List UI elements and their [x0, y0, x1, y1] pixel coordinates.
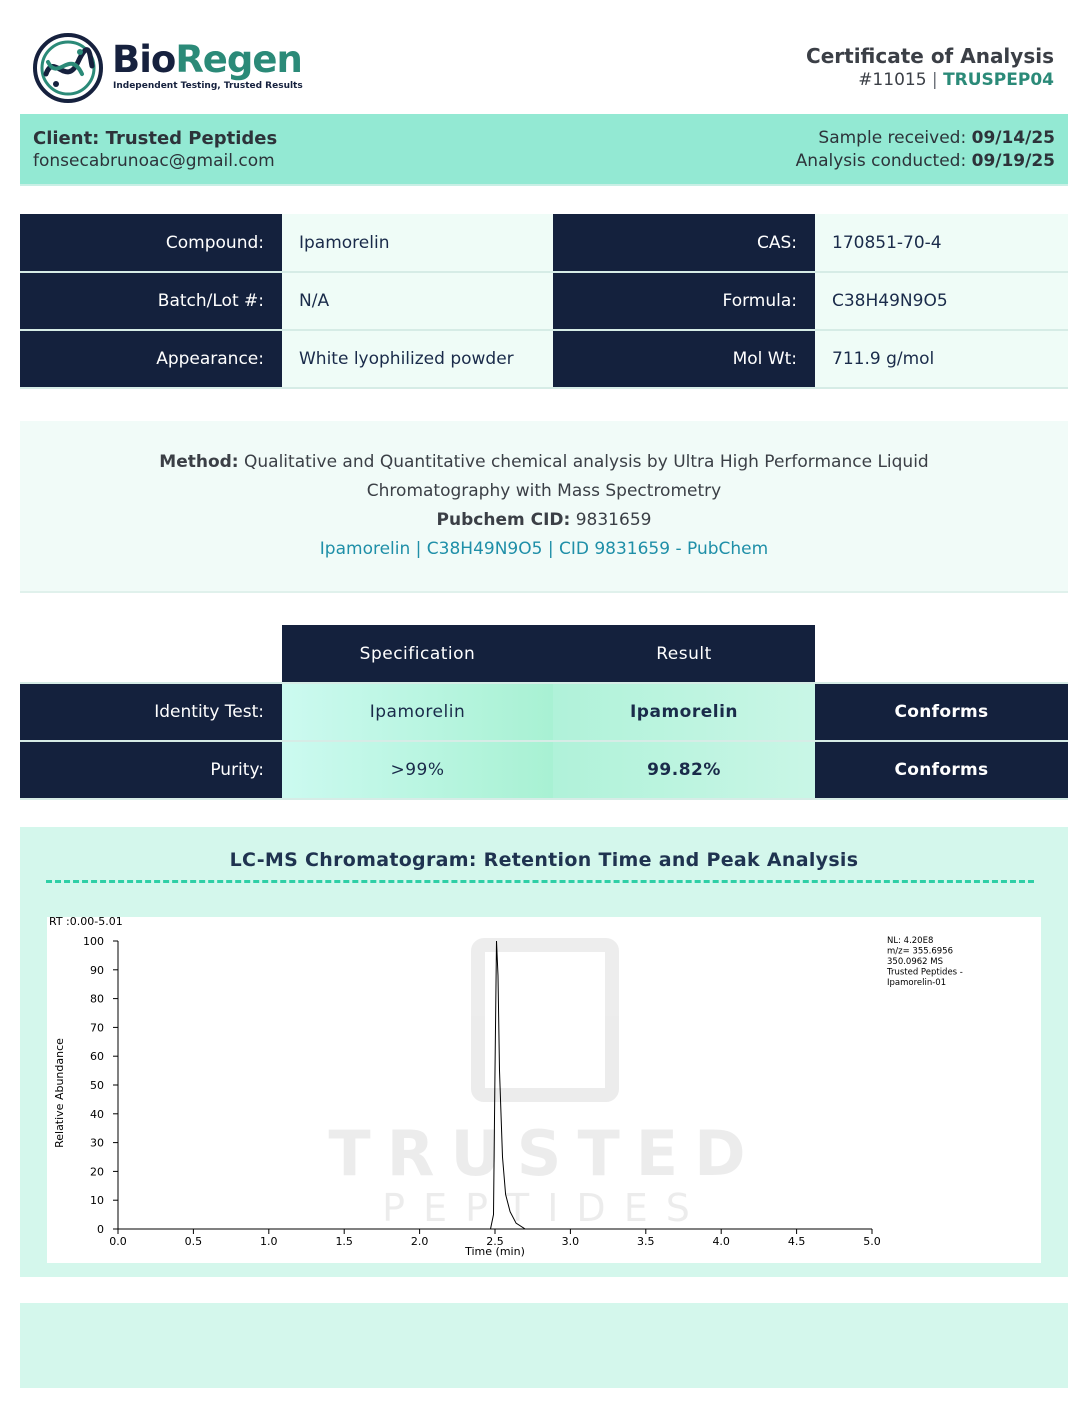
appearance-value: White lyophilized powder	[282, 330, 553, 388]
purity-status: Conforms	[815, 741, 1068, 799]
info-line: m/z= 355.6956	[887, 946, 953, 957]
identity-status: Conforms	[815, 683, 1068, 741]
y-tick-label: 10	[90, 1194, 104, 1208]
certificate-code: TRUSPEP04	[943, 70, 1054, 90]
method-box	[20, 421, 1068, 593]
client-name: Client: Trusted Peptides	[33, 128, 278, 149]
chromatogram-plot	[47, 917, 1041, 1263]
purity-spec: >99%	[282, 741, 553, 799]
x-tick-label: 1.0	[260, 1235, 278, 1248]
cas-label: CAS:	[553, 214, 815, 272]
cas-value: 170851-70-4	[815, 214, 1068, 272]
chromatogram-section	[20, 827, 1068, 1277]
table-row	[20, 214, 1068, 272]
analysis-conducted: Analysis conducted: 09/19/25	[795, 151, 1055, 171]
sample-received: Sample received: 09/14/25	[818, 128, 1055, 148]
formula-label: Formula:	[553, 272, 815, 330]
method-line1: Method: Qualitative and Quantitative chemical analysis by Ultra High Performance Liquid	[159, 452, 929, 472]
method-line2: Chromatography with Mass Spectrometry	[366, 481, 722, 501]
x-tick-label: 3.5	[637, 1235, 655, 1248]
appearance-label: Appearance:	[20, 330, 282, 388]
y-tick-label: 30	[90, 1136, 104, 1150]
results-header-row	[20, 625, 1068, 683]
info-line: NL: 4.20E8	[887, 936, 934, 946]
blank-cell	[20, 625, 282, 683]
watermark-line1: TRUSTED	[328, 1117, 762, 1190]
purity-result: 99.82%	[553, 741, 815, 799]
batch-label: Batch/Lot #:	[20, 272, 282, 330]
y-axis-label: Relative Abundance	[53, 1038, 66, 1148]
client-band	[20, 114, 1068, 186]
formula-value: C38H49N9O5	[815, 272, 1068, 330]
x-tick-label: 2.5	[486, 1235, 504, 1248]
x-tick-label: 0.0	[109, 1235, 127, 1248]
identity-test-label: Identity Test:	[20, 683, 282, 741]
y-tick-label: 20	[90, 1165, 104, 1179]
x-tick-label: 0.5	[184, 1235, 203, 1248]
table-row	[20, 272, 1068, 330]
header	[0, 0, 1088, 112]
pubchem-cid: Pubchem CID: 9831659	[436, 510, 652, 530]
compound-label: Compound:	[20, 214, 282, 272]
y-tick-label: 40	[90, 1107, 104, 1121]
x-axis-label: Time (min)	[465, 1245, 525, 1258]
y-tick-label: 70	[90, 1021, 104, 1035]
molwt-label: Mol Wt:	[553, 330, 815, 388]
x-tick-label: 2.0	[410, 1235, 429, 1248]
y-tick-label: 80	[90, 992, 104, 1006]
pubchem-link[interactable]: Ipamorelin | C38H49N9O5 | CID 9831659 - PubChem	[319, 539, 769, 559]
x-tick-label: 5.0	[863, 1235, 881, 1248]
info-line: Trusted Peptides -	[887, 967, 963, 978]
chromatogram-title: LC-MS Chromatogram: Retention Time and Peak Analysis	[229, 849, 859, 871]
trusted-peptides-watermark	[328, 945, 761, 1230]
x-tick-label: 1.5	[335, 1235, 353, 1248]
molwt-value: 711.9 g/mol	[815, 330, 1068, 388]
chromatogram-svg	[47, 917, 1041, 1263]
x-tick-label: 4.5	[787, 1235, 806, 1248]
y-tick-label: 90	[90, 963, 104, 977]
y-tick-label: 0	[97, 1223, 104, 1236]
batch-value: N/A	[282, 272, 553, 330]
watermark-line2: PEPTIDES	[382, 1186, 708, 1230]
results-table	[20, 625, 1068, 800]
rt-label: RT :0.00-5.01	[49, 917, 123, 928]
bioregen-logo-icon	[32, 32, 104, 104]
info-line: Ipamorelin-01	[887, 978, 947, 988]
y-tick-label: 60	[90, 1050, 104, 1064]
certificate-title: Certificate of Analysis	[806, 44, 1054, 68]
identity-spec: Ipamorelin	[282, 683, 553, 741]
blank-cell	[815, 625, 1068, 683]
chromatogram-info	[886, 936, 963, 988]
table-row	[20, 741, 1068, 799]
y-tick-label: 50	[90, 1079, 104, 1092]
x-tick-label: 4.0	[712, 1235, 730, 1248]
certificate-number: #11015 | TRUSPEP04	[858, 70, 1054, 90]
dashed-divider	[46, 880, 1034, 883]
compound-value: Ipamorelin	[282, 214, 553, 272]
purity-label: Purity:	[20, 741, 282, 799]
client-email: fonsecabrunoac@gmail.com	[33, 151, 275, 171]
y-tick-label: 100	[83, 935, 104, 948]
brand-name: BioRegen	[112, 38, 302, 81]
brand-tagline: Independent Testing, Trusted Results	[113, 81, 303, 91]
info-line: 350.0962 MS	[887, 957, 943, 967]
footer-band	[20, 1303, 1068, 1388]
identity-result: Ipamorelin	[553, 683, 815, 741]
x-tick-label: 3.0	[561, 1235, 580, 1248]
result-header: Result	[553, 625, 815, 683]
table-row	[20, 330, 1068, 388]
specification-header: Specification	[282, 625, 553, 683]
compound-info-table	[20, 214, 1068, 389]
table-row	[20, 683, 1068, 741]
